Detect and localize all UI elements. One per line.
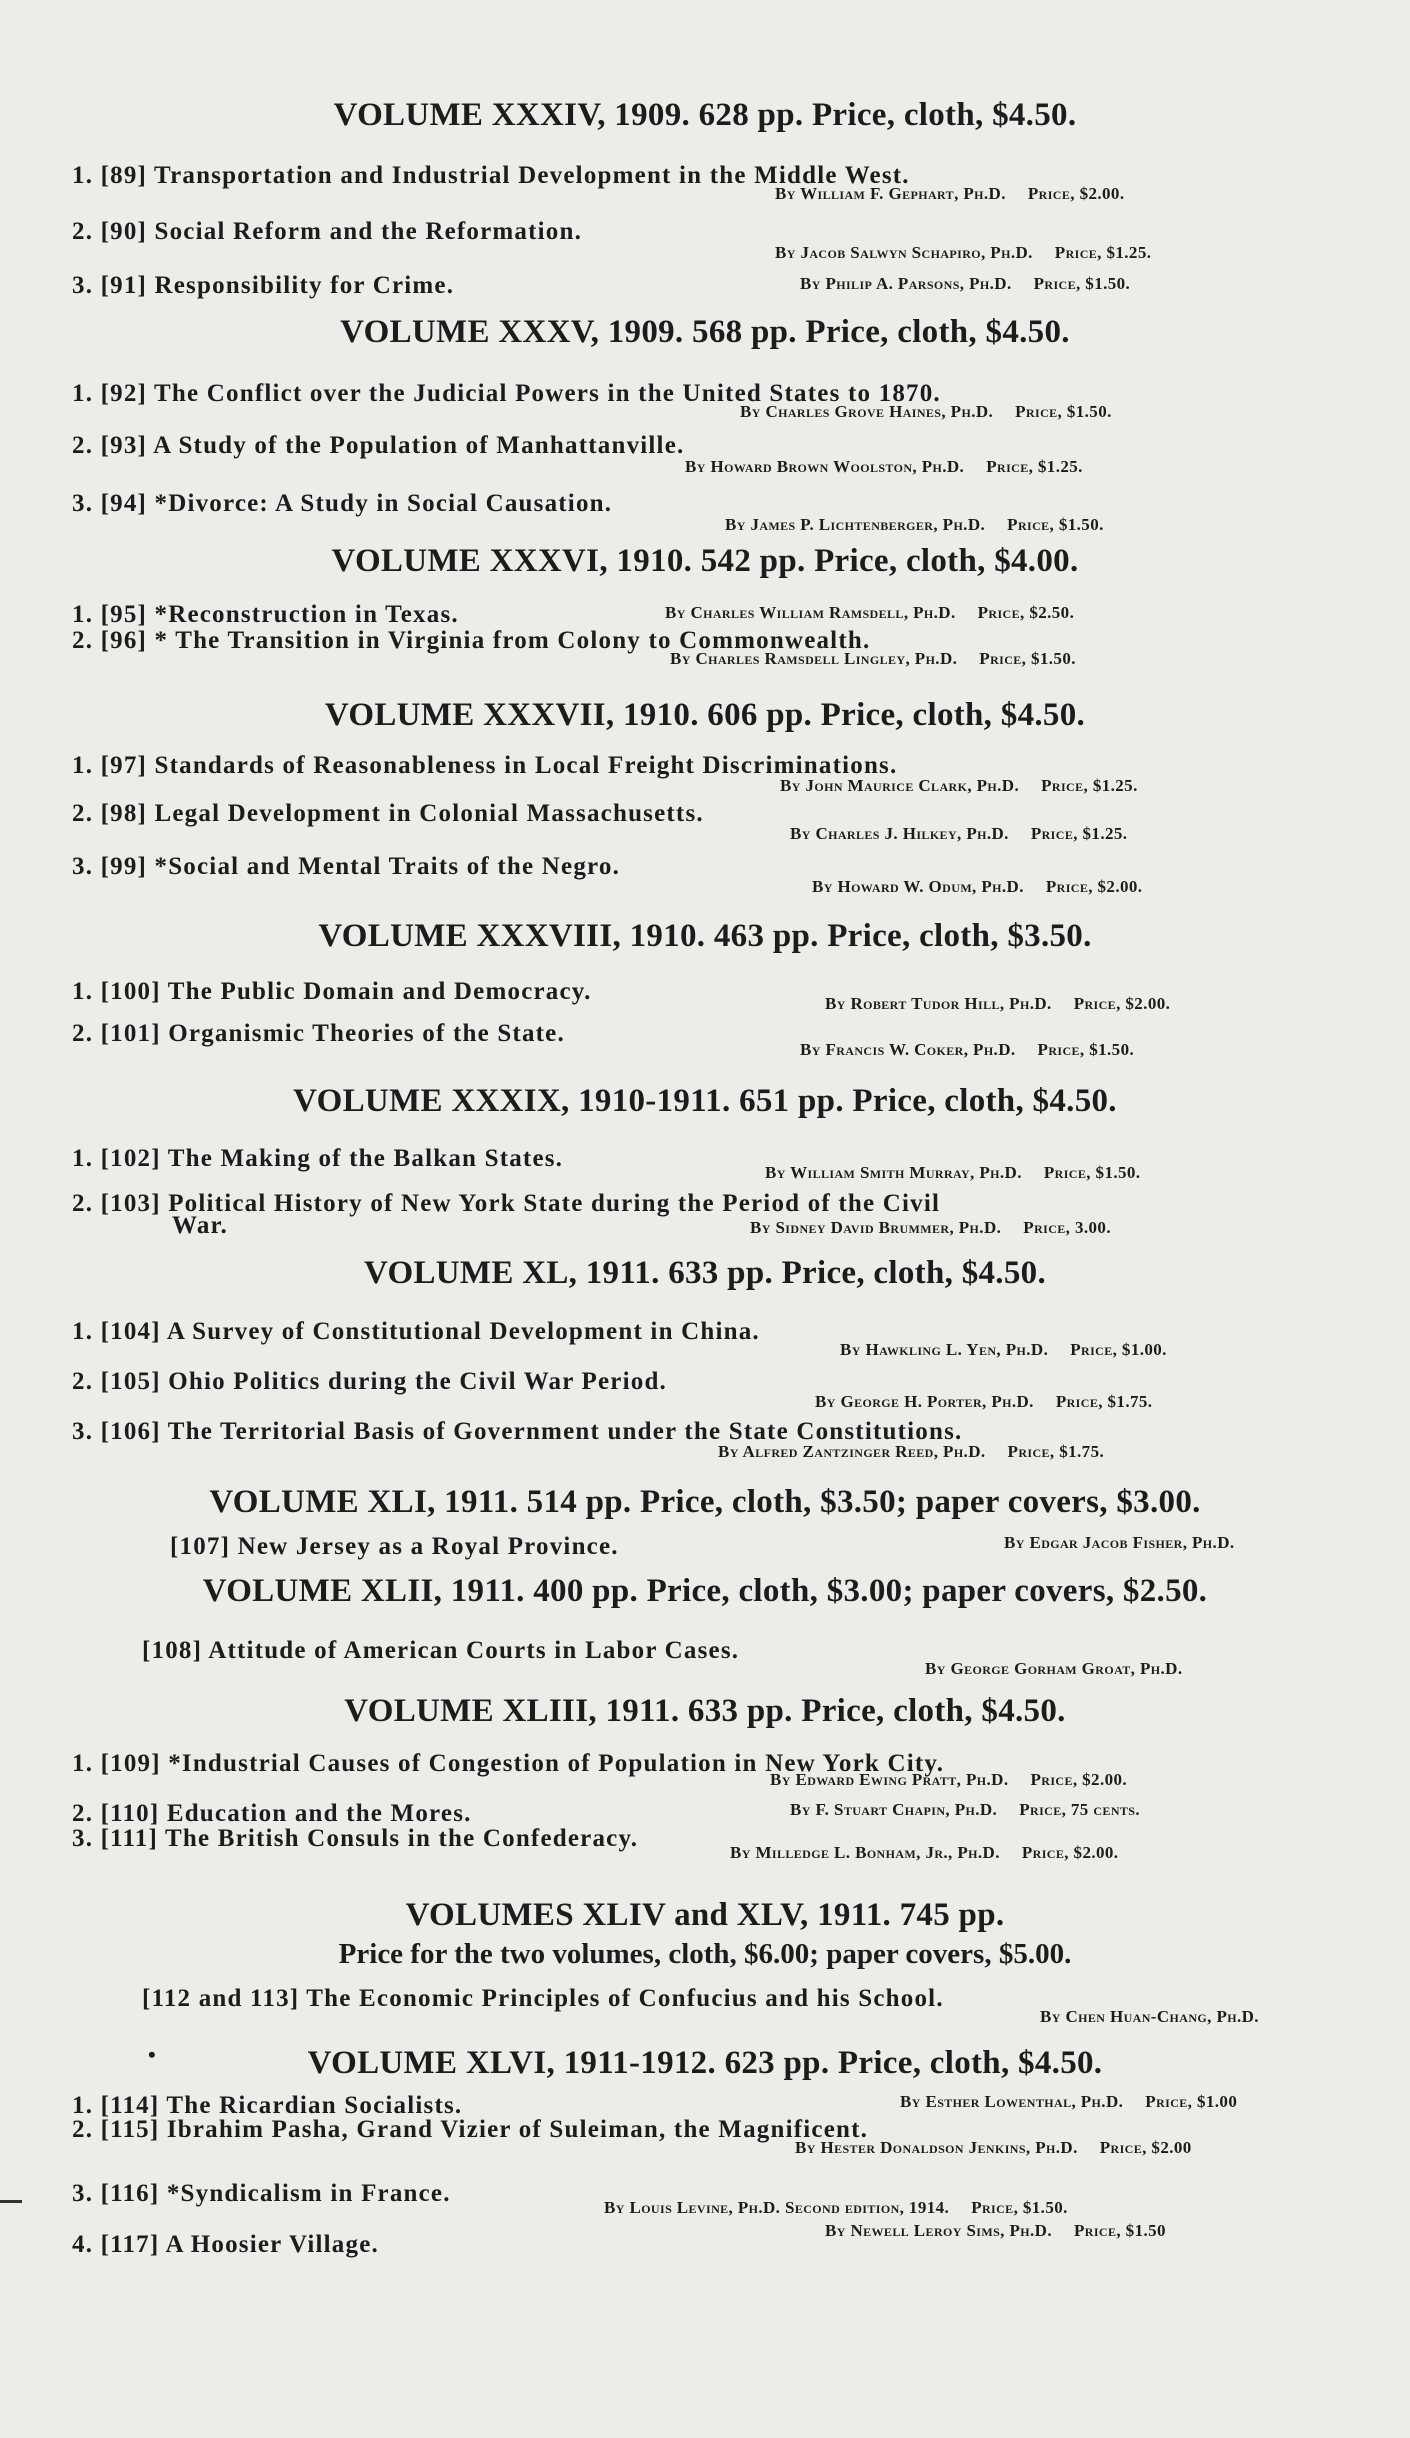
- entry-title: [107] New Jersey as a Royal Province.: [170, 1533, 619, 1560]
- entry-title: 3. [111] The British Consuls in the Confederacy.: [72, 1825, 639, 1852]
- author-name: By Edgar Jacob Fisher, Ph.D.: [1004, 1533, 1235, 1552]
- author-name: By Sidney David Brummer, Ph.D.: [750, 1218, 1002, 1237]
- entry-author: [740, 402, 1112, 422]
- author-name: By Howard Brown Woolston, Ph.D.: [685, 457, 965, 476]
- volume-heading: VOLUME XXXVI, 1910. 542 pp. Price, cloth, $4.00.: [331, 543, 1079, 579]
- volume-heading: VOLUME XXXVII, 1910. 606 pp. Price, cloth, $4.50.: [324, 697, 1086, 733]
- entry-author: [812, 877, 1142, 897]
- entry-author: [604, 2198, 1068, 2218]
- entry-author: [790, 1800, 1140, 1820]
- entry-title: 2. [103] Political History of New York State during the Period of the Civil: [72, 1190, 941, 1217]
- entry-title: 1. [102] The Making of the Balkan States.: [72, 1145, 564, 1172]
- entry-price: Price, $1.75.: [1007, 1442, 1105, 1461]
- entry-price: Price, $1.50.: [979, 649, 1076, 668]
- entry-title: 1. [95] *Reconstruction in Texas.: [72, 601, 459, 628]
- entry-title: [112 and 113] The Economic Principles of Confucius and his School.: [142, 1985, 944, 2012]
- entry-author: [815, 1392, 1152, 1412]
- entry-author: [1040, 2007, 1259, 2027]
- entry-title: 2. [96] * The Transition in Virginia from Colony to Commonwealth.: [72, 627, 871, 654]
- bullet-mark: •: [148, 2042, 156, 2067]
- entry-price: Price, $2.00: [1099, 2138, 1192, 2157]
- author-name: By George H. Porter, Ph.D.: [815, 1392, 1034, 1411]
- author-name: By Hawkling L. Yen, Ph.D.: [840, 1340, 1049, 1359]
- entry-price: Price, $1.25.: [1054, 243, 1152, 262]
- entry-price: Price, $1.50.: [971, 2198, 1068, 2217]
- entry-title: 1. [89] Transportation and Industrial Development in the Middle West.: [72, 162, 910, 189]
- volume-heading: VOLUME XLIII, 1911. 633 pp. Price, cloth, $4.50.: [344, 1693, 1066, 1729]
- volume-heading: VOLUME XXXVIII, 1910. 463 pp. Price, cloth, $3.50.: [318, 918, 1092, 954]
- author-name: By Charles Ramsdell Lingley, Ph.D.: [670, 649, 958, 668]
- author-name: By Jacob Salwyn Schapiro, Ph.D.: [775, 243, 1033, 262]
- volume-heading: VOLUME XLI, 1911. 514 pp. Price, cloth, $3.50; paper covers, $3.00.: [209, 1484, 1201, 1520]
- entry-title: 3. [94] *Divorce: A Study in Social Causation.: [72, 490, 613, 517]
- author-name: By Esther Lowenthal, Ph.D.: [900, 2092, 1124, 2111]
- entry-price: Price, 75 cents.: [1019, 1800, 1141, 1819]
- entry-title: 1. [109] *Industrial Causes of Congestion of Population in New York City.: [72, 1750, 945, 1777]
- entry-title: 2. [115] Ibrahim Pasha, Grand Vizier of Suleiman, the Magnificent.: [72, 2116, 869, 2143]
- entry-author: [775, 184, 1124, 204]
- entry-author: [750, 1218, 1111, 1238]
- entry-title: 1. [104] A Survey of Constitutional Development in China.: [72, 1318, 760, 1345]
- author-name: By Howard W. Odum, Ph.D.: [812, 877, 1024, 896]
- author-name: By Milledge L. Bonham, Jr., Ph.D.: [730, 1843, 1000, 1862]
- entry-author: [790, 824, 1127, 844]
- author-name: By Charles William Ramsdell, Ph.D.: [665, 603, 956, 622]
- volume-heading: VOLUME XXXIX, 1910-1911. 651 pp. Price, cloth, $4.50.: [293, 1083, 1117, 1119]
- author-name: By Charles J. Hilkey, Ph.D.: [790, 824, 1009, 843]
- entry-author: [725, 515, 1104, 535]
- author-name: By F. Stuart Chapin, Ph.D.: [790, 1800, 998, 1819]
- entry-author: [685, 457, 1083, 477]
- entry-author: [665, 603, 1074, 623]
- entry-price: Price, $1.00.: [1070, 1340, 1167, 1359]
- entry-author: [825, 994, 1170, 1014]
- author-name: By Chen Huan-Chang, Ph.D.: [1040, 2007, 1259, 2026]
- entry-price: Price, $2.00.: [1073, 994, 1171, 1013]
- author-name: By Robert Tudor Hill, Ph.D.: [825, 994, 1052, 1013]
- author-name: By John Maurice Clark, Ph.D.: [780, 776, 1020, 795]
- volume-heading: VOLUME XXXIV, 1909. 628 pp. Price, cloth, $4.50.: [333, 97, 1077, 133]
- entry-title: 3. [106] The Territorial Basis of Government under the State Constitutions.: [72, 1418, 963, 1445]
- author-name: By Philip A. Parsons, Ph.D.: [800, 274, 1012, 293]
- volume-heading: VOLUME XLII, 1911. 400 pp. Price, cloth, $3.00; paper covers, $2.50.: [202, 1573, 1208, 1609]
- entry-price: Price, $1.25.: [986, 457, 1083, 476]
- entry-title-continued: War.: [172, 1212, 228, 1239]
- entry-title: 2. [110] Education and the Mores.: [72, 1800, 472, 1827]
- entry-title: 1. [100] The Public Domain and Democracy.: [72, 978, 592, 1005]
- entry-title: 2. [98] Legal Development in Colonial Massachusetts.: [72, 800, 704, 827]
- entry-title: 2. [101] Organismic Theories of the State.: [72, 1020, 565, 1047]
- entry-title: 1. [92] The Conflict over the Judicial Powers in the United States to 1870.: [72, 380, 941, 407]
- entry-author: [800, 1040, 1134, 1060]
- entry-author: [795, 2138, 1192, 2158]
- entry-price: Price, $1.00: [1145, 2092, 1238, 2111]
- entry-author: [770, 1770, 1127, 1790]
- volume-heading: VOLUME XL, 1911. 633 pp. Price, cloth, $4.50.: [364, 1255, 1046, 1291]
- entry-title: 4. [117] A Hoosier Village.: [72, 2231, 379, 2258]
- entry-price: Price, $2.00.: [1027, 184, 1125, 203]
- entry-author: [825, 2221, 1166, 2241]
- author-name: By William F. Gephart, Ph.D.: [775, 184, 1006, 203]
- entry-title: 1. [97] Standards of Reasonableness in Local Freight Discriminations.: [72, 752, 898, 779]
- entry-title: 2. [93] A Study of the Population of Manhattanville.: [72, 432, 685, 459]
- volume-price-note: Price for the two volumes, cloth, $6.00; paper covers, $5.00.: [338, 1938, 1072, 1970]
- entry-price: Price, $2.00.: [1045, 877, 1143, 896]
- entry-author: [800, 274, 1130, 294]
- entry-price: Price, $1.25.: [1041, 776, 1138, 795]
- entry-author: [780, 776, 1138, 796]
- author-name: By Francis W. Coker, Ph.D.: [800, 1040, 1016, 1059]
- entry-price: Price, $1.50.: [1033, 274, 1131, 293]
- entry-author: [840, 1340, 1167, 1360]
- entry-title: 1. [114] The Ricardian Socialists.: [72, 2092, 463, 2119]
- entry-price: Price, $1.50.: [1015, 402, 1112, 421]
- author-name: By Edward Ewing Pratt, Ph.D.: [770, 1770, 1009, 1789]
- entry-price: Price, $2.00.: [1021, 1843, 1119, 1862]
- entry-price: Price, $1.50.: [1037, 1040, 1135, 1059]
- margin-mark: [0, 2200, 22, 2203]
- author-name: By Alfred Zantzinger Reed, Ph.D.: [718, 1442, 986, 1461]
- volume-heading: VOLUME XLVI, 1911-1912. 623 pp. Price, cloth, $4.50.: [307, 2045, 1103, 2081]
- author-name: By George Gorham Groat, Ph.D.: [925, 1659, 1183, 1678]
- author-name: By Charles Grove Haines, Ph.D.: [740, 402, 994, 421]
- volume-heading: VOLUMES XLIV and XLV, 1911. 745 pp.: [405, 1897, 1005, 1933]
- volume-heading: VOLUME XXXV, 1909. 568 pp. Price, cloth, $4.50.: [340, 314, 1070, 350]
- entry-price: Price, $2.00.: [1030, 1770, 1128, 1789]
- entry-price: Price, $1.50.: [1043, 1163, 1141, 1182]
- author-name: By Newell Leroy Sims, Ph.D.: [825, 2221, 1052, 2240]
- entry-author: [775, 243, 1151, 263]
- entry-author: [1004, 1533, 1235, 1553]
- entry-author: [765, 1163, 1140, 1183]
- entry-author: [670, 649, 1076, 669]
- entry-author: [900, 2092, 1237, 2112]
- entry-title: 3. [99] *Social and Mental Traits of the Negro.: [72, 853, 621, 880]
- entry-title: 3. [116] *Syndicalism in France.: [72, 2180, 451, 2207]
- entry-author: [925, 1659, 1182, 1679]
- author-name: By James P. Lichtenberger, Ph.D.: [725, 515, 986, 534]
- entry-title: 2. [105] Ohio Politics during the Civil War Period.: [72, 1368, 668, 1395]
- author-name: By Louis Levine, Ph.D. Second edition, 1914.: [604, 2198, 950, 2217]
- author-name: By Hester Donaldson Jenkins, Ph.D.: [795, 2138, 1078, 2157]
- entry-price: Price, $2.50.: [977, 603, 1075, 622]
- entry-price: Price, $1.25.: [1030, 824, 1128, 843]
- entry-price: Price, $1.50.: [1007, 515, 1104, 534]
- entry-author: [718, 1442, 1104, 1462]
- entry-price: Price, 3.00.: [1023, 1218, 1111, 1237]
- entry-title: [108] Attitude of American Courts in Labor Cases.: [142, 1637, 740, 1664]
- entry-price: Price, $1.75.: [1055, 1392, 1153, 1411]
- author-name: By William Smith Murray, Ph.D.: [765, 1163, 1022, 1182]
- entry-title: 3. [91] Responsibility for Crime.: [72, 272, 455, 299]
- entry-title: 2. [90] Social Reform and the Reformation.: [72, 218, 583, 245]
- entry-author: [730, 1843, 1118, 1863]
- entry-price: Price, $1.50: [1073, 2221, 1166, 2240]
